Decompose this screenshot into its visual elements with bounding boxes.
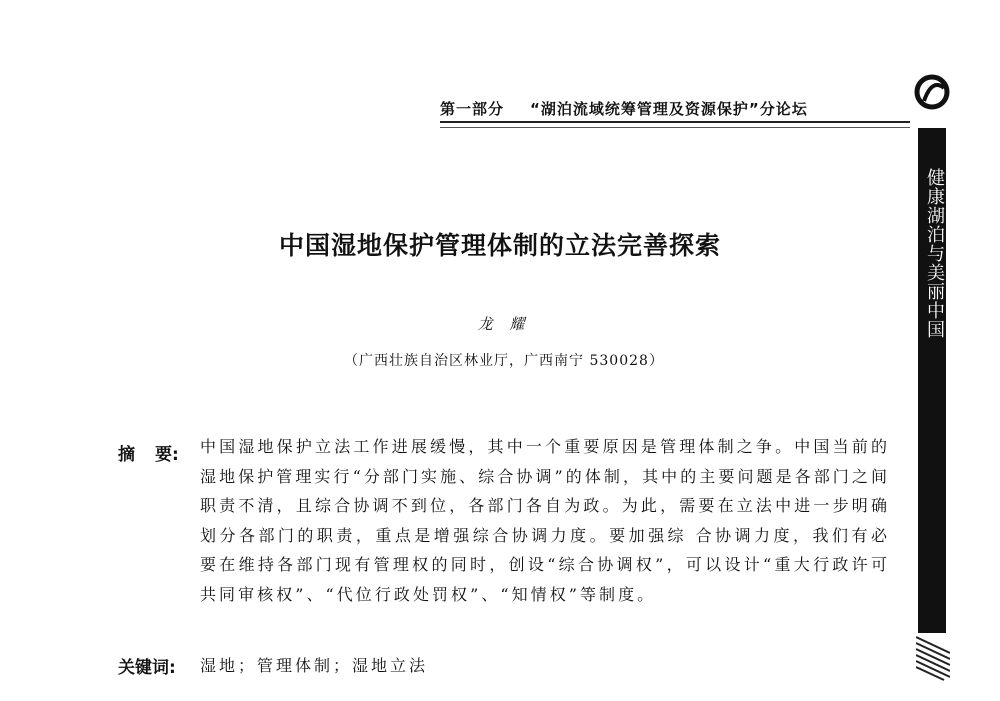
abstract-label-char-2: 要 bbox=[155, 445, 172, 465]
keywords-value: 湿地；管理体制；湿地立法 bbox=[200, 656, 429, 675]
paper-title: 中国湿地保护管理体制的立法完善探索 bbox=[278, 231, 721, 260]
paper-affiliation: （广西壮族自治区林业厅，广西南宁 530028） bbox=[344, 353, 664, 369]
abstract-label-colon: : bbox=[172, 445, 179, 465]
paper-author: 龙 耀 bbox=[477, 315, 531, 333]
header-text bbox=[440, 98, 910, 119]
header-forum: “湖泊流域统筹管理及资源保护”分论坛 bbox=[530, 100, 808, 118]
abstract-label bbox=[118, 440, 179, 465]
keywords-label: 关键词: bbox=[118, 658, 176, 678]
side-stripes-decoration bbox=[916, 633, 950, 681]
abstract-label-char-1: 摘 bbox=[118, 445, 135, 465]
header-part: 第一部分 bbox=[440, 100, 505, 118]
header-rule-thin bbox=[440, 127, 910, 128]
side-tab-text: 健康湖泊与美丽中国 bbox=[924, 168, 945, 339]
circled-page-number-icon bbox=[910, 70, 954, 114]
abstract-text: 中国湿地保护立法工作进展缓慢，其中一个重要原因是管理体制之争。中国当前的湿地保护管理实行“分部门实施、综合协调”的体制，其中的主要问题是各部门之间职责不清，且综合协调不到位，各部门各自为政。为此，需要在立法中进一步明确划分各部门的职责，重点是增强综合协调力度。要加强综 合协调力度，我们有必要在维持各部门现有管理权的同时，创设“综合协调权”，可以设计“重大行政许可共同审核权”、“代位行政处罚权”、“知情权”等制度。 bbox=[200, 437, 890, 604]
header-rule-thick bbox=[440, 121, 910, 123]
